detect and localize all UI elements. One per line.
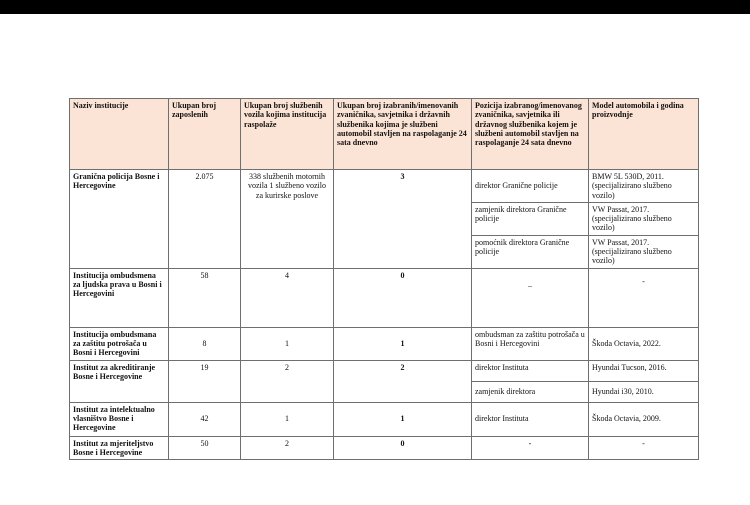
- employees-cell: 58: [169, 268, 241, 327]
- model-cell: Škoda Octavia, 2009.: [589, 402, 699, 436]
- position-cell: zamjenik direktora: [472, 381, 589, 402]
- header-position: Pozicija izabranog/imenovanog zvaničnika, savjetnika ili državnog službenika kojem je službeni automobil stavljen na raspolaganje 24 sata dnevno: [472, 99, 589, 170]
- position-cell: pomoćnik direktora Granične policije: [472, 235, 589, 268]
- document-page: [0, 14, 750, 505]
- employees-cell: 8: [169, 327, 241, 360]
- header-model: Model automobila i godina proizvodnje: [589, 99, 699, 170]
- table-row: [70, 268, 699, 327]
- header-employees: Ukupan broj zaposlenih: [169, 99, 241, 170]
- vehicles-table: [69, 98, 699, 460]
- table-row: [70, 327, 699, 360]
- vehicles-cell: 2: [241, 436, 334, 460]
- vehicles-cell: 4: [241, 268, 334, 327]
- position-cell: ombudsman za zaštitu potrošača u Bosni i Hercegovini: [472, 327, 589, 360]
- employees-cell: 19: [169, 360, 241, 402]
- position-cell: direktor Granične policije: [472, 170, 589, 203]
- header-vehicles: Ukupan broj službenih vozila kojima institucija raspolaže: [241, 99, 334, 170]
- count-cell: 2: [334, 360, 472, 402]
- institution-name: Institut za mjeriteljstvo Bosne i Hercegovine: [70, 436, 169, 460]
- vehicles-cell: 1: [241, 402, 334, 436]
- employees-cell: 2.075: [169, 170, 241, 269]
- model-cell: -: [589, 436, 699, 460]
- count-cell: 1: [334, 327, 472, 360]
- header-row: [70, 99, 699, 170]
- institution-name: Institucija ombudsmana za zaštitu potrošača u Bosni i Hercegovini: [70, 327, 169, 360]
- position-cell: direktor Instituta: [472, 402, 589, 436]
- position-cell: direktor Instituta: [472, 360, 589, 381]
- table-row: [70, 436, 699, 460]
- model-cell: VW Passat, 2017. (specijalizirano službeno vozilo): [589, 235, 699, 268]
- model-cell: -: [589, 268, 699, 327]
- institution-name: Institucija ombudsmena za ljudska prava u Bosni i Hercegovini: [70, 268, 169, 327]
- position-cell: -: [472, 436, 589, 460]
- header-count: Ukupan broj izabranih/imenovanih zvaničnika, savjetnika i državnih službenika kojima je službeni automobil stavljen na raspolaganje 24 sata dnevno: [334, 99, 472, 170]
- model-cell: Hyundai Tucson, 2016.: [589, 360, 699, 381]
- institution-name: Institut za intelektualno vlasništvo Bosne i Hercegovine: [70, 402, 169, 436]
- institution-name: Granična policija Bosne i Hercegovine: [70, 170, 169, 269]
- employees-cell: 50: [169, 436, 241, 460]
- table-row: [70, 170, 699, 203]
- vehicles-cell: 1: [241, 327, 334, 360]
- table-row: [70, 402, 699, 436]
- position-cell: zamjenik direktora Granične policije: [472, 202, 589, 235]
- position-cell: _: [472, 268, 589, 327]
- vehicles-cell: 338 službenih motornih vozila 1 službeno vozilo za kurirske poslove: [241, 170, 334, 269]
- count-cell: 1: [334, 402, 472, 436]
- header-institution: Naziv institucije: [70, 99, 169, 170]
- count-cell: 0: [334, 436, 472, 460]
- table-row: [70, 360, 699, 381]
- count-cell: 0: [334, 268, 472, 327]
- model-cell: Hyundai i30, 2010.: [589, 381, 699, 402]
- count-cell: 3: [334, 170, 472, 269]
- model-cell: Škoda Octavia, 2022.: [589, 327, 699, 360]
- model-cell: BMW 5L 530D, 2011. (specijalizirano službeno vozilo): [589, 170, 699, 203]
- employees-cell: 42: [169, 402, 241, 436]
- vehicles-cell: 2: [241, 360, 334, 402]
- institution-name: Institut za akreditiranje Bosne i Hercegovine: [70, 360, 169, 402]
- model-cell: VW Passat, 2017. (specijalizirano službeno vozilo): [589, 202, 699, 235]
